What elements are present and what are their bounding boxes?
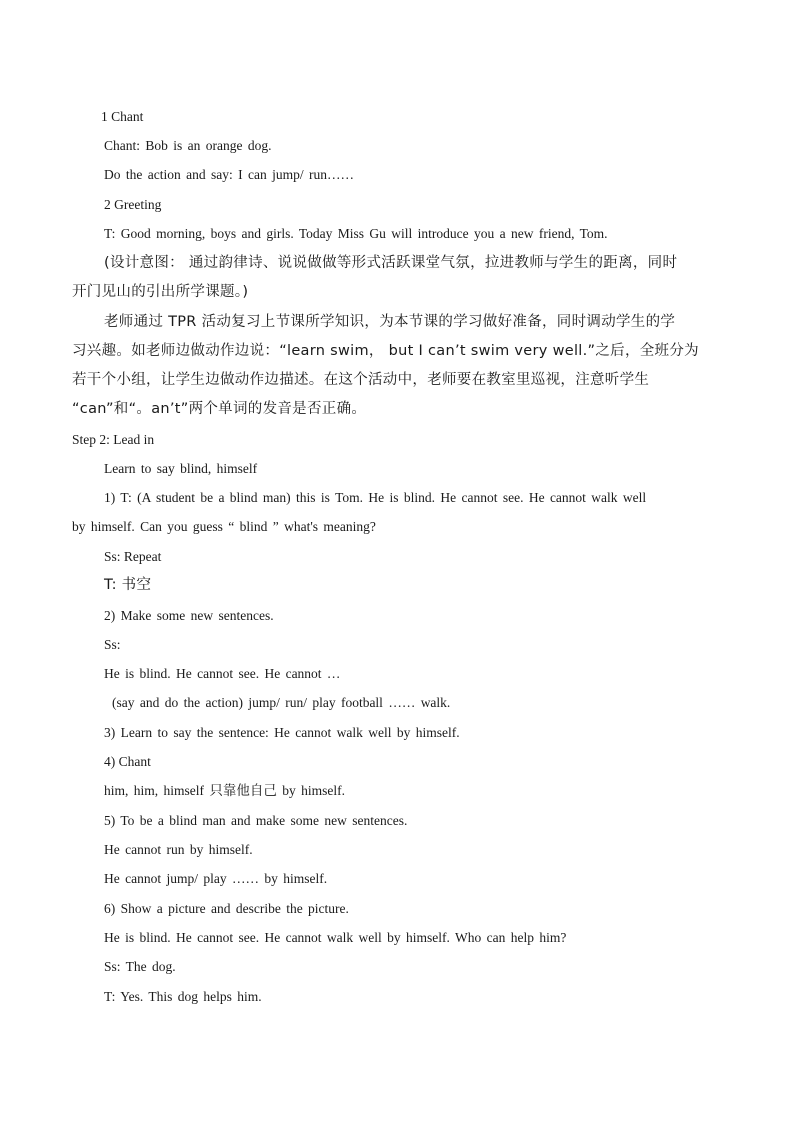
paragraph-line: 老师通过 TPR 活动复习上节课所学知识，为本节课的学习做好准备，同时调动学生的学 [104,314,676,330]
text-line: 5) To be a blind man and make some new sentences. [104,813,408,828]
text-line: Chant: Bob is an orange dog. [104,138,272,153]
paragraph-line: 若干个小组，让学生边做动作边描述。在这个活动中，老师要在教室里巡视，注意听学生 [72,372,650,388]
text-line: 1) T: (A student be a blind man) this is Tom. He is blind. He cannot see. He cannot walk well [104,490,647,505]
text-line: T: 书空 [104,577,152,593]
text-line: (say and do the action) jump/ run/ play football …… walk. [112,695,451,710]
text-line: 3) Learn to say the sentence: He cannot walk well by himself. [104,725,460,740]
chant-line: him, him, himself 只靠他自己 by himself. [104,783,345,798]
text-line: T: Good morning, boys and girls. Today Miss Gu will introduce you a new friend, Tom. [104,226,608,241]
text-line: Ss: The dog. [104,959,176,974]
text-line: Do the action and say: I can jump/ run…… [104,167,354,182]
paragraph-line: “can”和“。an’t”两个单词的发音是否正确。 [72,401,367,417]
design-intent-line: 开门见山的引出所学课题。) [72,284,249,300]
text-line: by himself. Can you guess “ blind ” what's meaning? [72,519,376,534]
text-line: He is blind. He cannot see. He cannot walk well by himself. Who can help him? [104,930,567,945]
design-intent-line: (设计意图： 通过韵律诗、说说做做等形式活跃课堂气氛，拉进教师与学生的距离，同时 [104,255,678,271]
text-line: 2) Make some new sentences. [104,608,274,623]
text-line: 4) Chant [104,754,151,769]
text-line: Ss: Repeat [104,549,162,564]
text-line: He is blind. He cannot see. He cannot … [104,666,341,681]
text-line: Ss: [104,637,121,652]
heading-greeting: 2 Greeting [104,197,162,212]
heading-chant: 1 Chant [101,109,144,124]
text-line: 6) Show a picture and describe the picture. [104,901,349,916]
text-line: He cannot jump/ play …… by himself. [104,871,328,886]
text-line: He cannot run by himself. [104,842,253,857]
paragraph-line: 习兴趣。如老师边做动作边说：“learn swim， but I can’t swim very well.”之后，全班分为 [72,343,699,359]
text-line: Learn to say blind, himself [104,461,258,476]
text-line: T: Yes. This dog helps him. [104,989,262,1004]
heading-step-2: Step 2: Lead in [72,432,155,447]
